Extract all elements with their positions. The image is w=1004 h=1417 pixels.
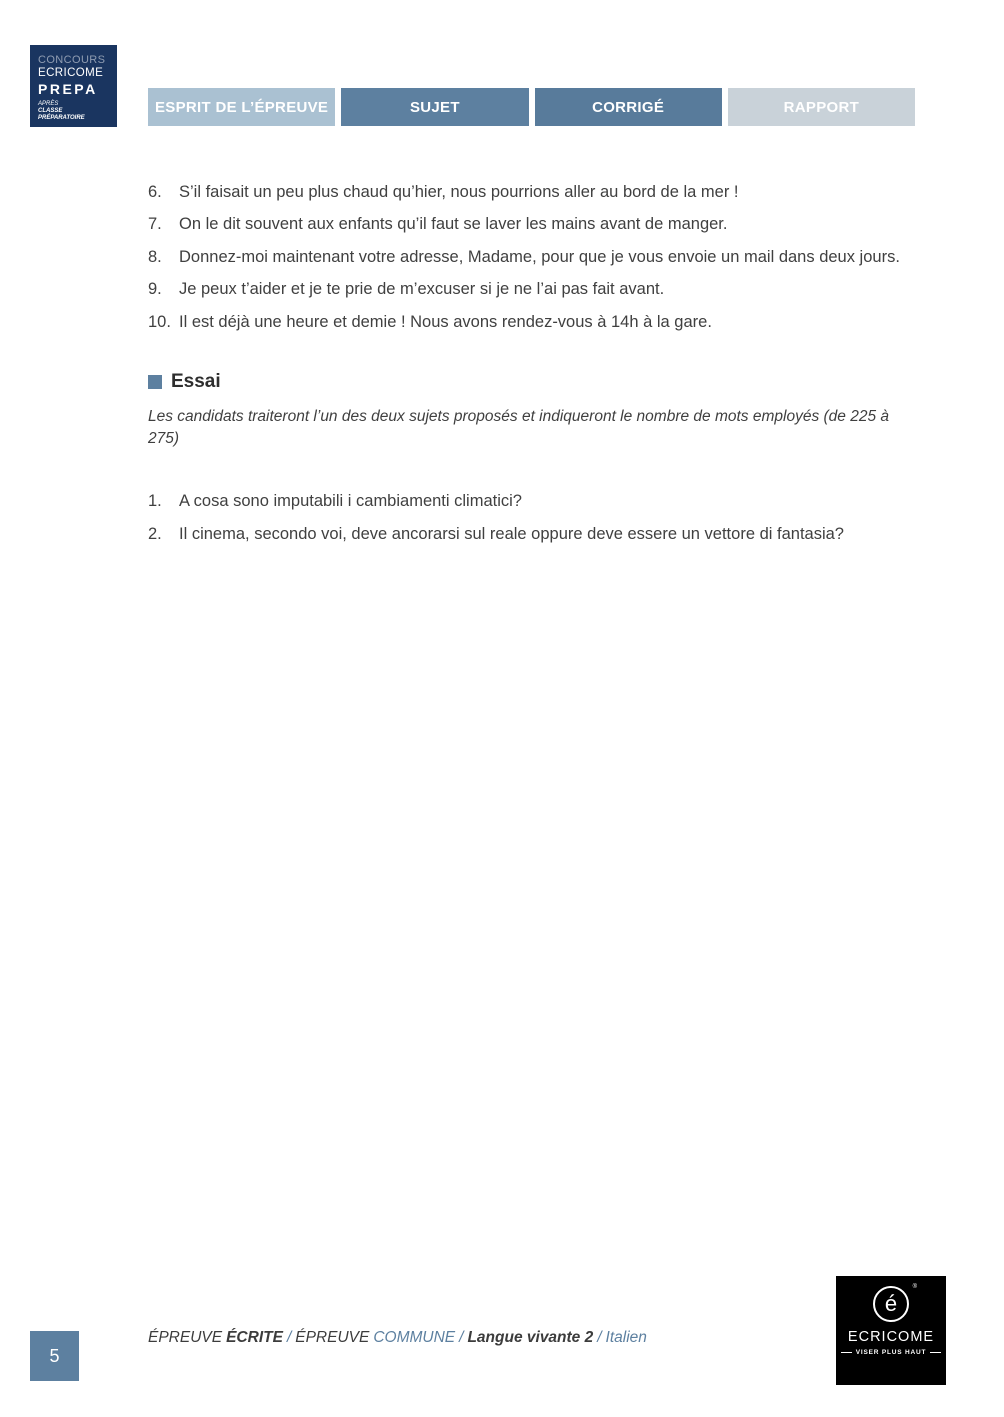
tab-esprit-de-lepreuve[interactable]: ESPRIT DE L’ÉPREUVE (148, 88, 335, 126)
list-item (148, 523, 916, 546)
logo-ecricome-text: ECRICOME (38, 66, 104, 79)
item-number: 6. (148, 183, 162, 201)
item-number: 7. (148, 215, 162, 234)
footer-separator: / (459, 1329, 464, 1346)
tab-sujet[interactable]: SUJET (341, 88, 528, 126)
list-item (148, 181, 916, 204)
footer-separator: / (286, 1329, 292, 1346)
list-item (148, 246, 916, 269)
tagline-text: VISER PLUS HAUT (855, 1349, 927, 1356)
essai-section (148, 371, 916, 546)
ecricome-symbol-icon: é ® (873, 1286, 909, 1322)
item-text: S’il faisait un peu plus chaud qu’hier, nous pourrions aller au bord de la mer ! (179, 183, 739, 201)
translation-sentence-list (148, 181, 916, 334)
item-number: 1. (148, 492, 162, 511)
document-content (148, 181, 916, 555)
item-text: Je peux t’aider et je te prie de m’excuser si je ne l’ai pas fait avant. (179, 280, 665, 299)
footer-italien-label: Italien (605, 1329, 647, 1346)
footer-epreuve-label: ÉPREUVE (295, 1329, 370, 1346)
item-text: On le dit souvent aux enfants qu’il faut se laver les mains avant de manger. (179, 215, 728, 234)
essai-topic-list (148, 490, 916, 546)
registered-mark: ® (912, 1284, 917, 1290)
list-item (148, 278, 916, 301)
item-text: Donnez-moi maintenant votre adresse, Madame, pour que je vous envoie un mail dans deux jours. (179, 247, 900, 266)
concours-ecricome-prepa-logo (30, 45, 117, 127)
tagline-right-rule (930, 1352, 941, 1353)
tab-rapport[interactable]: RAPPORT (728, 88, 915, 126)
square-bullet-icon (148, 375, 162, 389)
list-item (148, 490, 916, 513)
logo-classe-preparatoire-text: CLASSE PRÉPARATOIRE (38, 107, 85, 121)
footer-breadcrumb (148, 1329, 651, 1347)
tagline-left-rule (841, 1352, 852, 1353)
tab-corrige[interactable]: CORRIGÉ (535, 88, 722, 126)
list-item (148, 311, 916, 334)
ecricome-tagline (841, 1349, 942, 1356)
item-number: 10. (148, 312, 171, 331)
page-number-badge: 5 (30, 1331, 79, 1381)
footer-epreuve-label: ÉPREUVE (148, 1329, 223, 1346)
footer-ecrite-label: ÉCRITE (226, 1329, 283, 1346)
logo-prepa-text: PREPA (38, 80, 98, 97)
footer-separator: / (597, 1329, 602, 1346)
section-tabs (148, 88, 915, 126)
ecricome-logo (836, 1276, 946, 1385)
footer-langue-vivante-label: Langue vivante 2 (467, 1329, 594, 1346)
item-text: A cosa sono imputabili i cambiamenti climatici? (179, 492, 522, 511)
item-text: Il cinema, secondo voi, deve ancorarsi sul reale oppure deve essere un vettore di fantasia? (179, 524, 844, 543)
essai-heading-label: Essai (171, 371, 221, 393)
ecricome-wordmark: ECRICOME (847, 1329, 935, 1345)
logo-apres-text: APRÈS (38, 100, 59, 107)
item-number: 9. (148, 280, 162, 299)
footer-commune-label: COMMUNE (373, 1329, 456, 1346)
item-number: 8. (148, 247, 162, 266)
list-item (148, 213, 916, 236)
item-text: Il est déjà une heure et demie ! Nous avons rendez-vous à 14h à la gare. (179, 312, 712, 331)
essai-heading (148, 371, 916, 393)
item-number: 2. (148, 524, 162, 543)
essai-instructions: Les candidats traiteront l’un des deux sujets proposés et indiqueront le nombre de mots employés (de 225 à 275) (148, 408, 889, 448)
logo-concours-text: CONCOURS (38, 54, 106, 66)
